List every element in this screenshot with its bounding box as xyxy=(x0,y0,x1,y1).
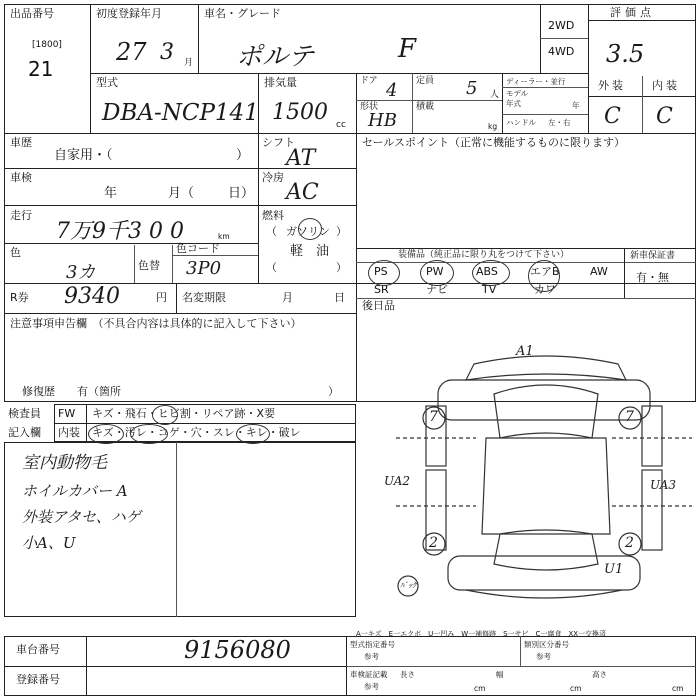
equip-aw: AW xyxy=(590,265,608,278)
displacement-label: 排気量 xyxy=(264,76,297,89)
recycle-label: R券 xyxy=(10,291,29,304)
dealer-label: ディーラー・並行 xyxy=(506,77,566,86)
inspector-label-1: 検査員 xyxy=(8,407,41,420)
abs-circle xyxy=(472,260,510,286)
first-reg-label: 初度登録年月 xyxy=(96,7,162,20)
equip-pw: PW xyxy=(426,265,444,278)
history-label: 車歴 xyxy=(10,136,32,149)
col-divider xyxy=(624,248,625,298)
row-divider xyxy=(258,205,356,206)
mark-fl: 7 xyxy=(429,409,438,425)
row-divider xyxy=(4,313,356,314)
shape-label: 形状 xyxy=(360,102,379,112)
drive-4wd: 4WD xyxy=(548,45,575,58)
fuel-gasoline: ガソリン xyxy=(286,225,330,238)
color-label: 色 xyxy=(10,246,21,259)
name-change-label: 名変期限 xyxy=(182,291,226,304)
equip-tv: TV xyxy=(482,283,497,296)
size-label: 車検証記載 xyxy=(350,670,388,679)
type-spec-ref: 参考 xyxy=(364,652,379,661)
model-label: 型式 xyxy=(96,76,118,89)
category-ref: 参考 xyxy=(536,652,551,661)
handle-label: ハンドル xyxy=(506,118,536,127)
chassis-label: 車台番号 xyxy=(16,643,60,656)
person-unit: 人 xyxy=(490,90,500,100)
row-divider xyxy=(4,666,346,667)
fw-stone-circle xyxy=(152,405,178,425)
cc-unit: cc xyxy=(336,120,346,130)
chassis-value: 9156080 xyxy=(184,636,291,664)
exterior-grade: C xyxy=(604,104,621,129)
equip-airbag: エアB xyxy=(530,265,560,278)
row-divider xyxy=(346,666,696,667)
gasoline-circle xyxy=(298,218,322,240)
fuel-diesel: 軽 油 xyxy=(290,244,330,259)
recycle-yen: 円 xyxy=(156,291,167,304)
equipment-label: 装備品（純正品に限り丸をつけて下さい） xyxy=(398,250,570,260)
car-diagram xyxy=(396,346,692,614)
col-divider xyxy=(356,313,357,402)
equip-sr: SR xyxy=(374,283,389,296)
col-divider xyxy=(258,133,259,283)
handle-options: 左・右 xyxy=(548,118,571,127)
col-divider xyxy=(176,283,177,313)
inspection-month: 月（ xyxy=(168,186,195,201)
mileage-unit: km xyxy=(218,232,230,241)
interior-label: 内装 xyxy=(652,79,680,92)
type-spec-label: 型式指定番号 xyxy=(350,640,395,649)
month-suffix: 月 xyxy=(184,58,194,68)
model: DBA-NCP141 xyxy=(102,100,259,126)
mark-fr: 7 xyxy=(625,409,634,425)
notes-label: 注意事項申告欄 （不具合内容は具体的に記入して下さい） xyxy=(10,317,302,330)
displacement: 1500 xyxy=(272,100,328,125)
lot-sub: [1800] xyxy=(32,40,62,50)
mileage-value: 7万9千3 0 0 xyxy=(56,219,184,244)
drive-2wd: 2WD xyxy=(548,19,575,32)
note-3: 外装アタセ、ハゲ xyxy=(22,508,141,526)
mark-left: UA2 xyxy=(384,474,411,488)
equip-leather: カワ xyxy=(534,283,556,296)
col-divider xyxy=(502,73,503,133)
fuel-rparen-2: ） xyxy=(336,261,347,274)
height-cm: cm xyxy=(672,684,684,693)
length-cm: cm xyxy=(474,684,486,693)
length-label: 長さ xyxy=(400,670,415,679)
color-value: 3カ xyxy=(66,262,96,283)
mileage-label: 走行 xyxy=(10,209,32,222)
lot-label: 出品番号 xyxy=(10,7,54,20)
pw-circle xyxy=(420,260,454,286)
row-divider xyxy=(356,248,696,249)
name-change-day: 日 xyxy=(334,291,345,304)
fuel-label: 燃料 xyxy=(262,209,284,222)
doors: 4 xyxy=(386,80,398,101)
inspector-label-2: 記入欄 xyxy=(8,426,41,439)
row-divider xyxy=(90,73,588,74)
row-divider xyxy=(540,38,588,39)
note-1: 室内動物毛 xyxy=(22,453,107,473)
fuel-rparen-1: ） xyxy=(336,225,347,238)
mark-rear-right: U1 xyxy=(604,562,624,577)
row-divider xyxy=(172,255,258,256)
lot-number: 21 xyxy=(28,57,54,81)
inspection-label: 車検 xyxy=(10,171,32,184)
capacity-label: 定員 xyxy=(416,76,435,86)
col-divider xyxy=(90,4,91,133)
interior-items: キズ・汚レ・コゲ・穴・スレ・キレ・破レ xyxy=(92,426,301,439)
history-value: 自家用・（ xyxy=(54,148,113,163)
ac-value: AC xyxy=(286,180,319,205)
col-divider xyxy=(86,404,87,442)
shift-value: AT xyxy=(286,146,316,171)
model-year-label: モデル xyxy=(506,89,529,98)
fw-items: キズ・飛石・ヒビ割・リペア跡・X要 xyxy=(92,407,276,420)
warranty-label: 新車保証書 xyxy=(630,251,676,261)
col-divider xyxy=(520,636,521,666)
row-divider xyxy=(4,133,696,134)
row-divider xyxy=(502,114,588,115)
col-divider xyxy=(356,73,357,133)
fuel-lparen-1: （ xyxy=(266,225,277,238)
equip-navi: ナビ xyxy=(426,283,448,296)
score: 3.5 xyxy=(606,40,645,68)
mark-rr: 2 xyxy=(625,535,634,551)
mark-right: UA3 xyxy=(650,478,677,492)
damage-legend: A一キズ E一エクボ U一凹み W一補修跡 S一サビ C一腐食 XX一交換済 xyxy=(356,630,607,638)
shift-label: シフト xyxy=(262,136,295,149)
color-code: 3P0 xyxy=(186,258,222,279)
category-label: 類別区分番号 xyxy=(524,640,569,649)
first-reg-year: 27 xyxy=(116,38,147,66)
capacity: 5 xyxy=(466,78,478,99)
car-name-label: 車名・グレード xyxy=(204,7,281,20)
row-divider xyxy=(356,298,696,299)
inspection-year: 年 xyxy=(104,186,118,201)
color-code-label: 色コード xyxy=(176,242,220,255)
row-divider xyxy=(356,262,696,263)
repaint-label: 色替 xyxy=(138,259,160,272)
col-divider xyxy=(356,133,357,313)
history-close: ） xyxy=(236,148,250,163)
airbag-circle xyxy=(528,260,560,292)
col-divider xyxy=(172,245,173,283)
inspection-day: 日） xyxy=(228,186,255,201)
interior-insp-label: 内装 xyxy=(58,426,80,439)
shape: HB xyxy=(368,110,397,131)
row-divider xyxy=(588,20,696,21)
load-label: 積載 xyxy=(416,102,435,112)
fw-label: FW xyxy=(58,407,76,420)
repair-close: ） xyxy=(328,385,339,398)
score-label: 評価点 xyxy=(610,6,655,19)
mark-front: A1 xyxy=(516,344,534,359)
col-divider xyxy=(642,76,643,133)
mark-rl: 2 xyxy=(429,535,438,551)
size-ref: 参考 xyxy=(364,682,379,691)
warranty-value: 有・無 xyxy=(636,271,669,284)
note-4: 小A、U xyxy=(22,534,76,552)
kg-unit: kg xyxy=(488,122,498,131)
doors-label: ドア xyxy=(360,76,378,86)
col-divider xyxy=(134,245,135,283)
equip-abs: ABS xyxy=(476,265,498,278)
col-divider xyxy=(588,4,589,133)
row-divider xyxy=(356,100,502,101)
height-label: 高さ xyxy=(592,670,607,679)
exterior-label: 外装 xyxy=(598,79,626,92)
int-scratch-circle xyxy=(88,424,124,444)
int-stain-circle xyxy=(130,424,168,444)
col-divider xyxy=(176,442,177,617)
car-name: ポルテ xyxy=(236,42,315,72)
form-frame xyxy=(4,4,696,402)
year-unit: 年 xyxy=(572,101,580,110)
note-2: ホイルカバー A xyxy=(22,482,128,500)
col-divider xyxy=(412,73,413,133)
equip-ps: PS xyxy=(374,265,388,278)
width-label: 幅 xyxy=(496,670,504,679)
first-reg-month: 3 xyxy=(160,40,174,65)
interior-grade: C xyxy=(656,104,673,129)
int-rub-circle xyxy=(236,424,270,444)
sales-point-label: セールスポイント（正常に機能するものに限ります） xyxy=(362,136,626,149)
reg-label: 登録番号 xyxy=(16,673,60,686)
fuel-lparen-2: （ xyxy=(266,261,277,274)
col-divider xyxy=(86,636,87,696)
name-change-month: 月 xyxy=(282,291,293,304)
ac-label: 冷房 xyxy=(262,171,284,184)
ps-circle xyxy=(368,260,400,286)
row-divider xyxy=(502,87,588,88)
repair-label: 修復歴 有（箇所 xyxy=(22,385,121,398)
mark-stamp: ﾊﾞｯｸ xyxy=(400,581,416,590)
width-cm: cm xyxy=(570,684,582,693)
after-date-label: 後日品 xyxy=(362,299,395,312)
grade: F xyxy=(398,34,417,64)
recycle-value: 9340 xyxy=(64,284,120,309)
model-year-label-2: 年式 xyxy=(506,99,521,108)
col-divider xyxy=(198,4,199,73)
